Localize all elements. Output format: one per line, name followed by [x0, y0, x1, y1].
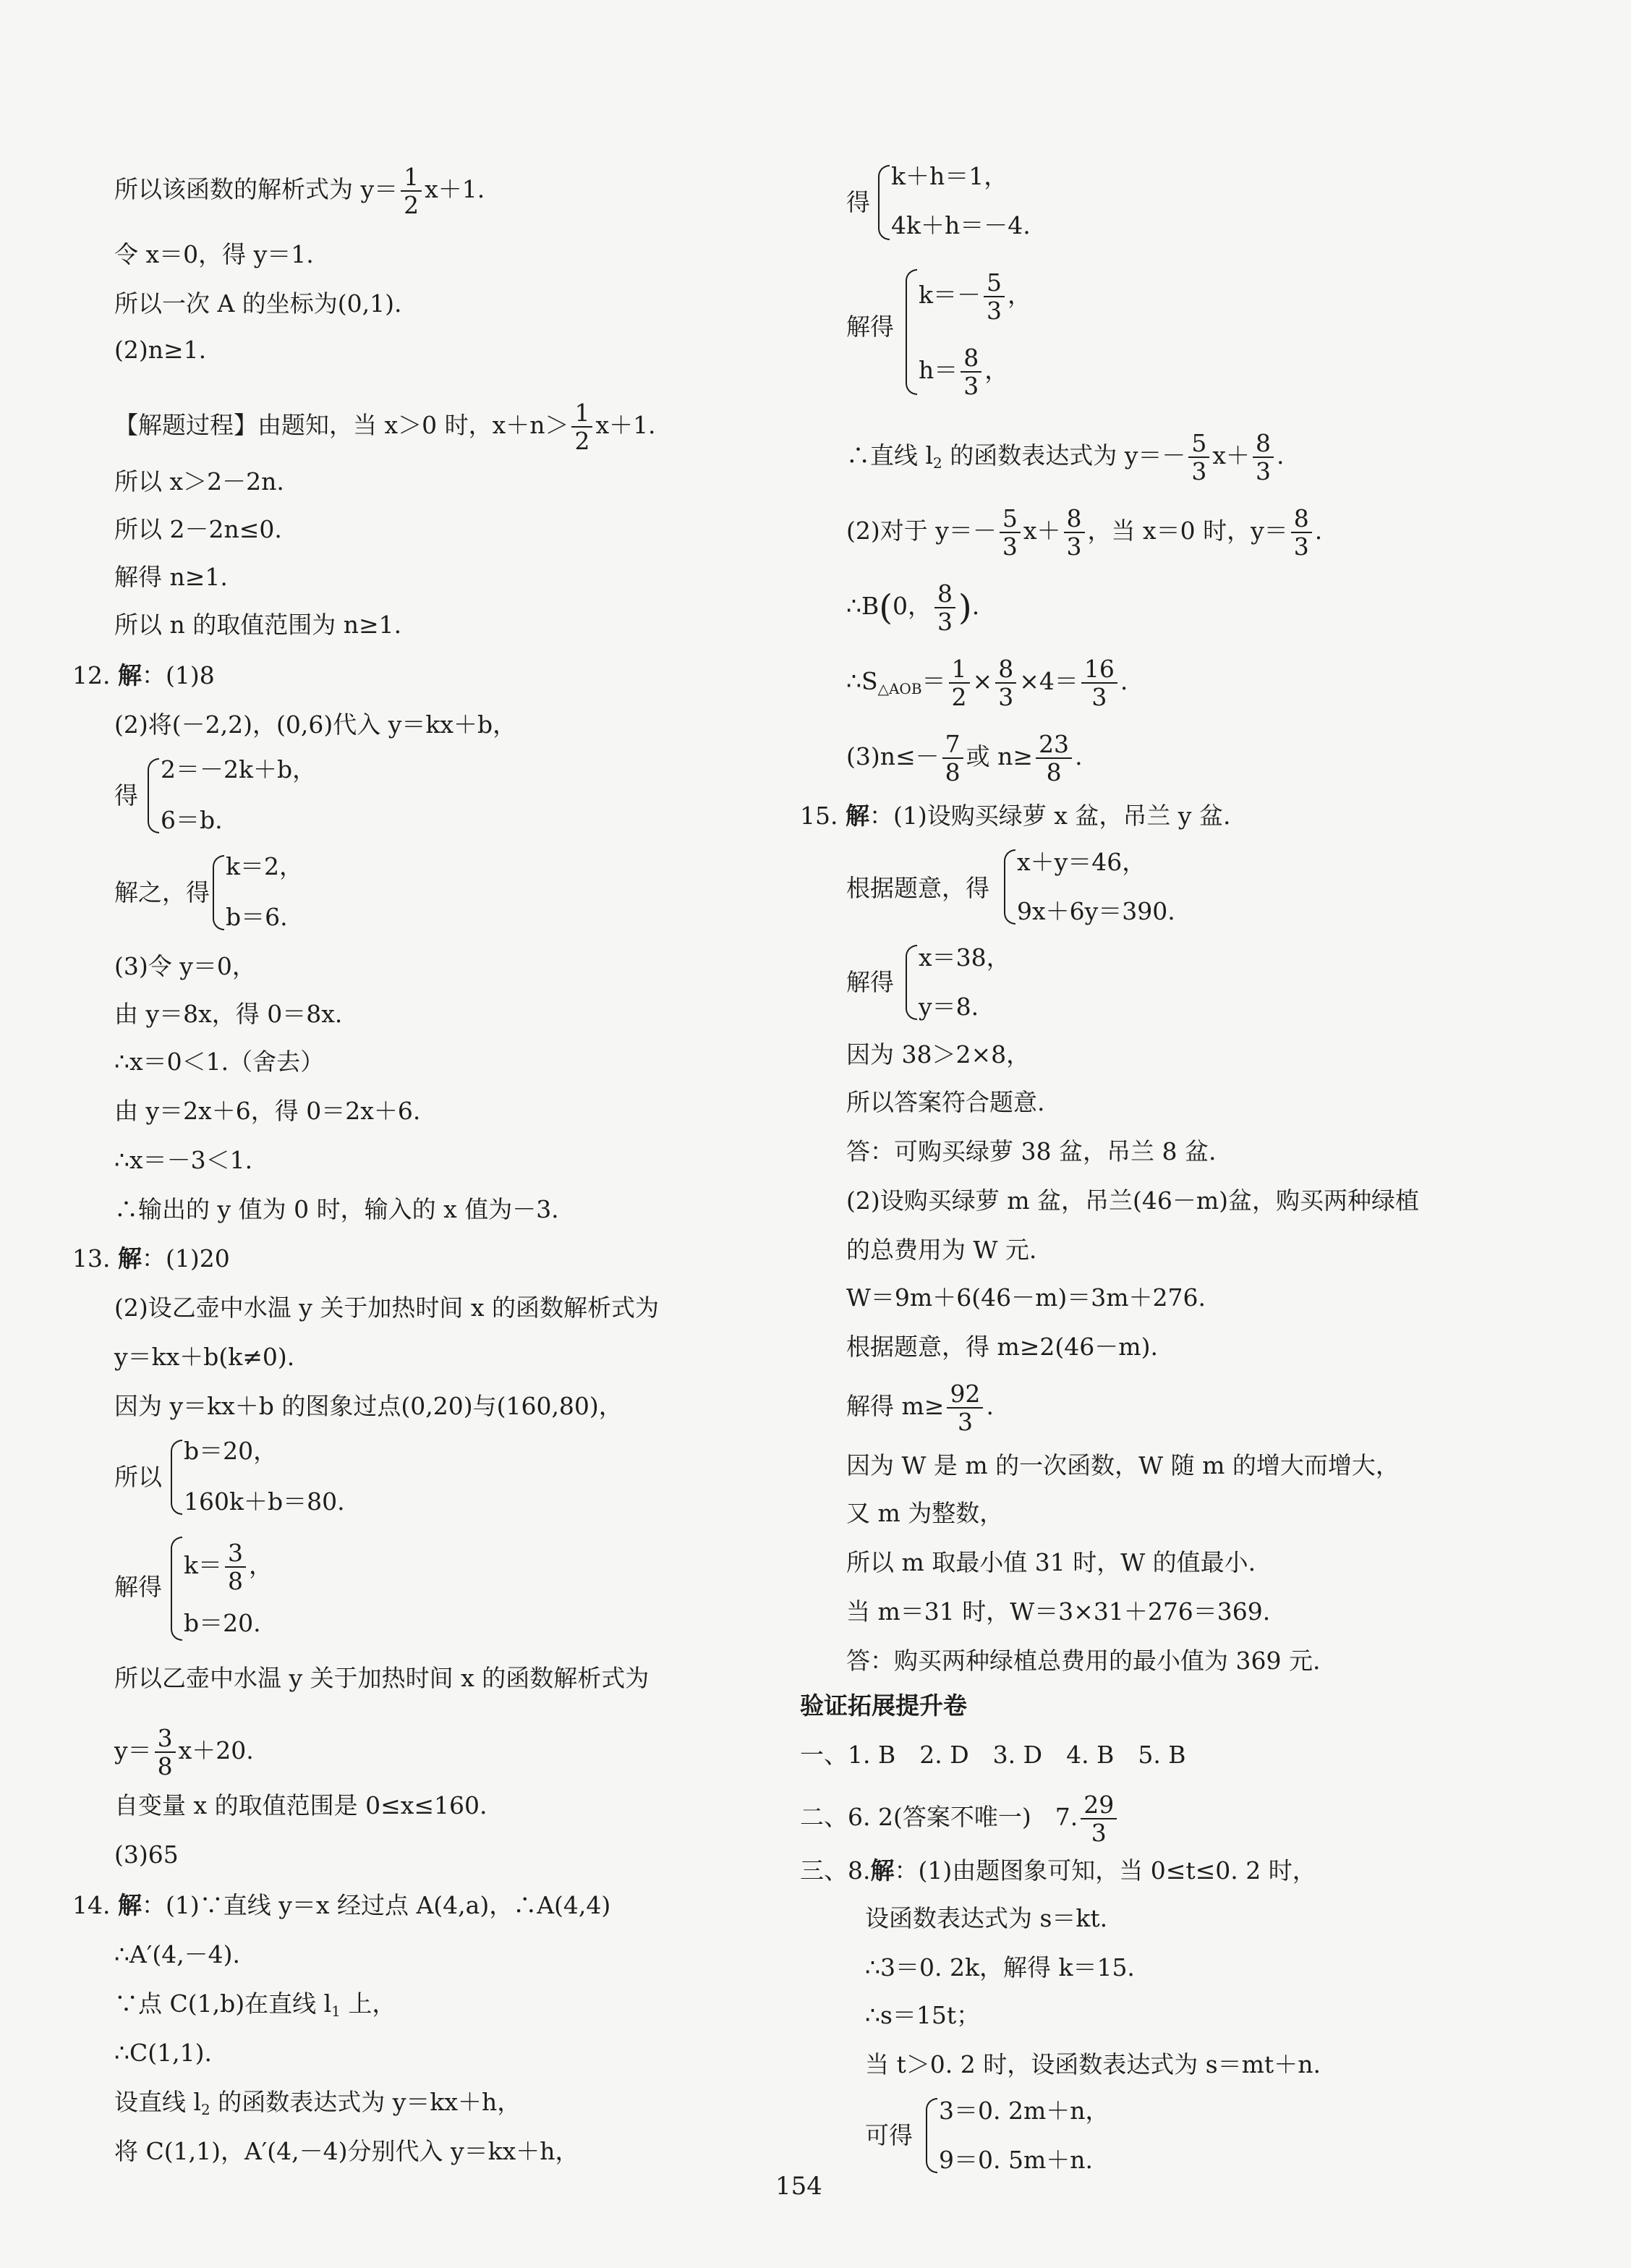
line: 答：购买两种绿植总费用的最小值为 369 元. — [846, 1647, 1321, 1675]
line: 因为 W 是 m 的一次函数，W 随 m 的增大而增大， — [846, 1451, 1400, 1479]
line: 所以答案符合题意. — [846, 1088, 1045, 1116]
line: ∴C(1,1). — [114, 2039, 212, 2067]
question-13: 13. 解：(1)20 — [72, 1244, 230, 1273]
line: 所以一次 A 的坐标为(0,1). — [114, 289, 402, 318]
line: ∴A′(4,－4). — [114, 1940, 241, 1968]
line: ∵点 C(1,b)在直线 $l_1$ 上， — [114, 1989, 396, 2020]
brace — [148, 758, 159, 833]
section-title: 验证拓展提升卷 — [800, 1691, 967, 1720]
line: 解得 — [114, 1573, 162, 1601]
line: 令 x＝0，得 y＝1. — [114, 240, 314, 268]
line: 3＝0. 2m＋n， — [939, 2097, 1110, 2125]
line: b＝6. — [226, 903, 288, 931]
line: 解得 — [846, 968, 894, 996]
question-14: 14. 解：(1)∵直线 y＝x 经过点 A(4,a)，∴A(4,4) — [72, 1891, 611, 1919]
line: (2)设购买绿萝 m 盆，吊兰(46－m)盆，购买两种绿植 — [846, 1186, 1420, 1215]
line: ∴x＝0＜1.（舍去） — [114, 1048, 325, 1076]
line: 由 y＝2x＋6，得 0＝2x＋6. — [114, 1097, 421, 1125]
line: 所以乙壶中水温 y 关于加热时间 x 的函数解析式为 — [114, 1664, 650, 1692]
brace — [926, 2098, 937, 2173]
line: 所以 — [114, 1463, 162, 1491]
line: ∴B(0， $\frac{8}{3}$ ). — [846, 579, 980, 636]
line: 所以 n 的取值范围为 n≥1. — [114, 611, 402, 639]
line: 可得 — [865, 2121, 913, 2149]
line: 当 m＝31 时，W＝3×31＋276＝369. — [846, 1597, 1271, 1626]
line: b＝20， — [184, 1437, 278, 1465]
line: 160k＋b＝80. — [184, 1487, 345, 1516]
line: 所以该函数的解析式为 y＝ $\frac{1}{2}$ x＋1. — [114, 163, 485, 219]
line: 解得 m≥ $\frac{92}{3}$ . — [846, 1380, 994, 1436]
line: x＋y＝46， — [1017, 848, 1146, 876]
line: 将 C(1,1)，A′(4,－4)分别代入 y＝kx＋h， — [114, 2137, 579, 2165]
line: 所以 m 取最小值 31 时，W 的值最小. — [846, 1548, 1256, 1576]
line: 三、8.解：(1)由题图象可知，当 0≤t≤0. 2 时， — [800, 1856, 1316, 1885]
line: (3)令 y＝0， — [114, 952, 256, 980]
brace — [1004, 849, 1015, 925]
line: k＝ $\frac{3}{8}$ ， — [184, 1539, 273, 1595]
line: k＝－ $\frac{5}{3}$ ， — [919, 268, 1031, 325]
line: y＝ $\frac{3}{8}$ x＋20. — [114, 1724, 254, 1780]
line: ∴3＝0. 2k，解得 k＝15. — [865, 1953, 1135, 1982]
question-12: 12. 解：(1)8 — [72, 661, 215, 689]
line: 所以 2－2n≤0. — [114, 515, 282, 543]
line: 因为 38＞2×8， — [846, 1040, 1031, 1069]
line: b＝20. — [184, 1609, 261, 1637]
line: 因为 y＝kx＋b 的图象过点(0,20)与(160,80)， — [114, 1392, 623, 1420]
brace — [878, 165, 890, 240]
line: 解得 n≥1. — [114, 563, 228, 591]
line: 当 t＞0. 2 时，设函数表达式为 s＝mt＋n. — [865, 2050, 1321, 2078]
line: ∴s＝15t； — [865, 2001, 981, 2029]
line: $\therefore S_{\triangle AOB}=$ $\frac{1}{2}$ × $\frac{8}{3}$ ×4＝ $\frac{16}{3}$ . — [846, 655, 1128, 711]
line: ∴直线 $l_2$ 的函数表达式为 y＝－ $\frac{5}{3}$ x＋ $\frac{8}{3}$ . — [846, 429, 1285, 485]
line: 【解题过程】由题知，当 x＞0 时，x＋n＞ $\frac{1}{2}$ x＋1. — [114, 399, 656, 455]
line: (2)设乙壶中水温 y 关于加热时间 x 的函数解析式为 — [114, 1294, 659, 1322]
line: 由 y＝8x，得 0＝8x. — [114, 1000, 343, 1028]
line: h＝ $\frac{8}{3}$ ， — [919, 344, 1009, 400]
line: 答：可购买绿萝 38 盆，吊兰 8 盆. — [846, 1137, 1217, 1165]
line: 设函数表达式为 s＝kt. — [865, 1904, 1108, 1932]
line: 的总费用为 W 元. — [846, 1236, 1037, 1264]
line: 解之，得 — [114, 878, 210, 906]
line: y＝8. — [919, 993, 979, 1021]
line: 得 — [114, 781, 138, 810]
line: (2)对于 y＝－ $\frac{5}{3}$ x＋ $\frac{8}{3}$ ，当 x＝0 时，y＝ $\frac{8}{3}$ . — [846, 504, 1323, 561]
line: 根据题意，得 m≥2(46－m). — [846, 1333, 1158, 1361]
line: W＝9m＋6(46－m)＝3m＋276. — [846, 1283, 1206, 1312]
line: x＝38， — [919, 943, 1010, 972]
line: 2＝－2k＋b， — [161, 755, 317, 783]
line: 自变量 x 的取值范围是 0≤x≤160. — [114, 1791, 487, 1819]
line: k＋h＝1， — [891, 162, 1008, 190]
line: 4k＋h＝－4. — [891, 211, 1031, 239]
brace — [906, 269, 917, 395]
line: 解得 — [846, 313, 894, 341]
page-number: 154 — [775, 2172, 822, 2201]
line: 9x＋6y＝390. — [1017, 897, 1175, 925]
line: y＝kx＋b(k≠0). — [114, 1343, 295, 1371]
line: k＝2， — [226, 852, 303, 880]
line: (2)将(－2,2)，(0,6)代入 y＝kx＋b， — [114, 710, 517, 739]
line: 又 m 为整数， — [846, 1499, 1004, 1527]
line: 得 — [846, 188, 870, 216]
question-15: 15. 解：(1)设购买绿萝 x 盆，吊兰 y 盆. — [800, 802, 1231, 830]
line: ∴x＝－3＜1. — [114, 1146, 253, 1174]
brace — [171, 1537, 182, 1641]
line: 6＝b. — [161, 806, 223, 834]
brace — [213, 855, 224, 930]
brace — [906, 945, 917, 1020]
line: ∴输出的 y 值为 0 时，输入的 x 值为－3. — [114, 1195, 559, 1223]
line: 根据题意，得 — [846, 874, 989, 902]
brace — [171, 1440, 182, 1515]
line: (3)65 — [114, 1840, 179, 1869]
line: 设直线 $l_2$ 的函数表达式为 y＝kx＋h， — [114, 2088, 521, 2118]
line: (3)n≤－ $\frac{7}{8}$ 或 n≥ $\frac{23}{8}$ . — [846, 730, 1083, 786]
line: 9＝0. 5m＋n. — [939, 2146, 1094, 2174]
line: 二、6. 2(答案不唯一) 7. $\frac{29}{3}$ — [800, 1793, 1120, 1845]
line: (2)n≥1. — [114, 336, 207, 364]
line: 所以 x＞2－2n. — [114, 467, 284, 496]
line: 一、1. B 2. D 3. D 4. B 5. B — [800, 1741, 1186, 1769]
